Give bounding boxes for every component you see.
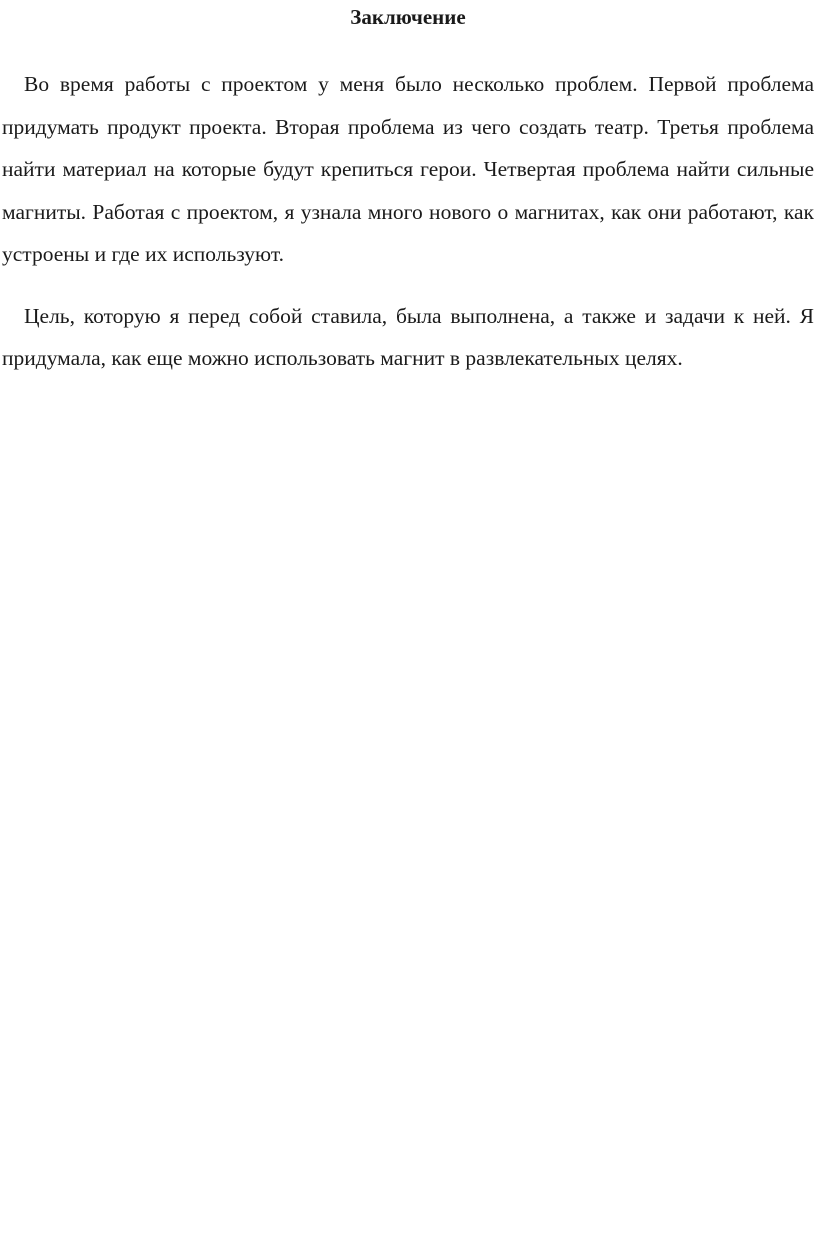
document-title: Заключение — [350, 5, 466, 29]
paragraph-problems: Во время работы с проектом у меня было несколько проблем. Первой проблема придумать продукт проекта. Вторая проблема из чего создать театр. Третья проблема найти материал на которые будут крепиться герои. Четвертая проблема найти сильные магниты. Работая с проектом, я узнала много нового о магнитах, как они работают, как устроены и где их используют. — [2, 72, 814, 266]
paragraph-conclusion: Цель, которую я перед собой ставила, была выполнена, а также и задачи к ней. Я придумала, как еще можно использовать магнит в развлекательных целях. — [2, 303, 814, 370]
